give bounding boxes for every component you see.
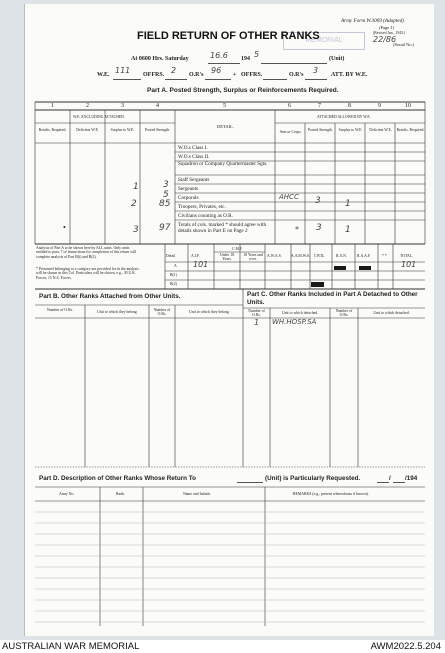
page-reference: (Page 1) — [379, 25, 395, 30]
ors-attached-label: O.R's — [289, 72, 304, 78]
attached-by-we-label: ATT. BY W.E. — [331, 72, 368, 78]
part-d-requested-label: (Unit) is Particularly Requested. — [265, 475, 361, 482]
at-time-label: At 0600 Hrs. Saturday — [131, 56, 189, 62]
serial-number-label: (Serial No.) — [393, 42, 415, 47]
col-number-2: 2 — [86, 103, 89, 109]
unit-field[interactable] — [261, 54, 327, 64]
hw-totals-surplus: 3 — [133, 225, 139, 235]
ors-attached-handwritten: 3 — [313, 66, 319, 75]
part-d-date-separator: / — [389, 475, 391, 482]
analysis-cmf: C.M.F. — [232, 247, 243, 251]
analysis-row-b1: B(1) — [170, 273, 177, 277]
row-staff-sergeants: Staff Sergeants — [178, 177, 210, 183]
row-totals: Totals of cols. marked * should agree with details shown in Part E on Page 2 — [178, 222, 267, 234]
we-handwritten: 111 — [115, 66, 131, 75]
part-a-title: Part A. Posted Strength, Surplus or Reinforcements Required. — [147, 87, 339, 94]
offrs-label: OFFRS. — [143, 72, 165, 78]
analysis-header-under18: Under 18 Years. — [219, 253, 235, 262]
hw-totals-arm-corps: * — [295, 225, 299, 234]
analysis-header-total: TOTAL. — [400, 254, 414, 258]
offrs-handwritten: 2 — [171, 66, 177, 75]
part-d-month-field[interactable] — [393, 474, 405, 483]
ors-handwritten: 96 — [211, 66, 222, 75]
row-troopers-privates: Troopers, Privates, etc. — [178, 204, 226, 210]
row-civilians: Civilians counting as O.R. — [178, 213, 233, 219]
form-title: FIELD RETURN OF OTHER RANKS — [137, 30, 320, 42]
part-d-year: /194 — [405, 475, 418, 482]
part-b-col-number-2: Number of O.Rs. — [153, 308, 171, 317]
header-surplus-att: Surplus to W.E. — [338, 128, 363, 132]
hw-totals-posted-att: 3 — [316, 223, 322, 233]
col-number-6: 6 — [288, 103, 291, 109]
hw-corporals-posted: 5 — [163, 190, 169, 200]
col-number-7: 7 — [318, 103, 321, 109]
form-rules — [25, 4, 434, 636]
revision-note: (Revised Jan., 1943.) — [373, 31, 406, 35]
hw-sergeants-posted: 3 — [163, 180, 169, 190]
header-posted-strength: Posted Strength. — [145, 128, 170, 132]
offrs-attached-field[interactable] — [263, 70, 287, 80]
row-wo-class-2: W.O.s Class II. — [178, 154, 210, 160]
year-handwritten: 5 — [254, 50, 260, 59]
part-d-title: Part D. Description of Other Ranks Whose Return To — [39, 475, 196, 482]
hw-totals-posted: 97 — [159, 223, 171, 233]
analysis-header-aamws: A.A.M.W.S. — [291, 254, 310, 258]
year-prefix: 194 — [241, 56, 250, 62]
unit-label: (Unit) — [329, 56, 345, 62]
form-reference: Army Form W.3009 (Adapted) — [341, 18, 404, 24]
footer-accession-number: AWM2022.5.204 — [370, 641, 441, 652]
part-d-col-army-no: Army No. — [59, 492, 75, 496]
ors-label: O.R's — [189, 72, 204, 78]
offrs-attached-label: OFFRS. — [241, 72, 263, 78]
part-c-col-unit-1: Unit to which detached. — [281, 311, 319, 315]
we-excluding-attached-header: W.E. EXCLUDING ATTACHED. — [73, 115, 125, 119]
hw-totals-surplus-att: 1 — [345, 225, 351, 235]
form-number-handwritten: 22/86 — [373, 35, 397, 44]
header-deficient-att: Deficient W.E. — [369, 128, 392, 132]
part-d-unit-field[interactable] — [237, 474, 263, 483]
analysis-header-aif: A.I.F. — [191, 254, 200, 258]
analysis-detail-label: Detail — [166, 254, 176, 258]
analysis-row-a: A — [174, 264, 177, 268]
row-sergeants: Sergeants — [178, 186, 199, 192]
part-b-col-unit-2: Unit to which they belong — [189, 310, 229, 314]
archive-stamp: MEMORIAL — [283, 32, 365, 50]
part-d-day-field[interactable] — [377, 474, 389, 483]
col-number-1: 1 — [51, 103, 54, 109]
hw-part-c-number: 1 — [254, 318, 260, 327]
hw-totals-reinfts: • — [63, 223, 66, 232]
header-surplus-to-we: Surplus to W.E. — [110, 128, 135, 132]
part-d-col-name: Name and Initials. — [183, 492, 211, 496]
analysis-header-civil: CIVIL. — [314, 254, 326, 258]
hw-analysis-aif: 101 — [193, 260, 209, 269]
header-reinfts-att: Reinfts. Required. — [396, 128, 425, 132]
part-c-title: Part C. Other Ranks Included in Part A Detached to Other Units. — [247, 291, 418, 306]
analysis-header-ran: R.A.N. — [336, 254, 347, 258]
hw-analysis-total: 101 — [401, 260, 417, 269]
part-b-col-unit-1: Unit to which they belong — [97, 310, 137, 314]
row-wo-class-1: W.O.s Class I. — [178, 145, 208, 151]
form-sheet — [24, 4, 434, 636]
col-number-8: 8 — [348, 103, 351, 109]
part-d-col-rank: Rank. — [116, 492, 125, 496]
hw-troopers-posted: 85 — [159, 199, 171, 209]
part-c-col-number-2: Number of O.Rs. — [335, 309, 353, 318]
hw-troopers-arm-corps: AHCC — [279, 193, 299, 201]
analysis-row-b2: B(2) — [170, 282, 177, 286]
footer-institution: AUSTRALIAN WAR MEMORIAL — [2, 641, 140, 652]
attached-allowed-header: ATTACHED ALLOWED BY W.E. — [317, 115, 371, 119]
col-number-10: 10 — [405, 103, 411, 109]
header-deficient-we: Deficient W.E. — [76, 128, 99, 132]
part-c-col-number-1: Number of O.Rs. — [248, 309, 265, 318]
plus-sign: + — [233, 72, 237, 78]
part-d-col-remarks: REMARKS (e.g., present whereabouts if known). — [293, 492, 369, 496]
part-c-col-unit-2: Unit to which detached. — [373, 311, 410, 315]
row-corporals: Corporals — [178, 195, 199, 201]
analysis-note: Analysis of Part A to be shown here by ALL units. Only units entitled to para. 7 of instructions for completion of this return will complete analysis of Part B(i) and B(2). — [36, 246, 137, 259]
col-number-5: 5 — [223, 103, 226, 109]
col-number-3: 3 — [121, 103, 124, 109]
hw-troopers-surplus-att: 1 — [345, 199, 351, 209]
hw-troopers-posted-att: 3 — [315, 196, 321, 206]
row-quartermaster-sgts: Squadron or Company Quartermaster Sgts. — [178, 161, 268, 167]
analysis-header-other: * * — [382, 254, 387, 258]
analysis-header-18over: 18 Years and over. — [243, 253, 263, 262]
analysis-category-note: * Personnel belonging to a category not provided for in the analysis will be shown in this Col. Particulars will be shown, e.g., 30 U.K. Forces, 15 N.Z. Forces. — [36, 267, 139, 280]
date-handwritten: 16.6 — [210, 51, 228, 60]
part-b-title: Part B. Other Ranks Attached from Other Units. — [39, 293, 181, 300]
analysis-header-awas: A.W.A.S. — [267, 254, 282, 258]
analysis-header-raaf: R.A.A.F. — [357, 254, 371, 258]
hw-part-c-unit: WH.HOSP.SA — [272, 318, 317, 326]
part-b-col-number-1: Number of O.Rs. — [46, 308, 74, 312]
col-number-4: 4 — [156, 103, 159, 109]
header-arm-or-corps: Arm or Corps. — [279, 130, 302, 134]
we-label: W.E. — [97, 72, 110, 78]
hw-sergeants-surplus: 1 — [133, 182, 139, 192]
header-posted-strength-att: Posted Strength. — [308, 128, 333, 132]
col-number-9: 9 — [378, 103, 381, 109]
caption-bar — [0, 640, 445, 653]
header-reinfts-required: Reinfts. Required. — [38, 128, 67, 132]
detail-header: DETAIL. — [217, 124, 235, 129]
hw-troopers-surplus: 2 — [131, 199, 137, 209]
